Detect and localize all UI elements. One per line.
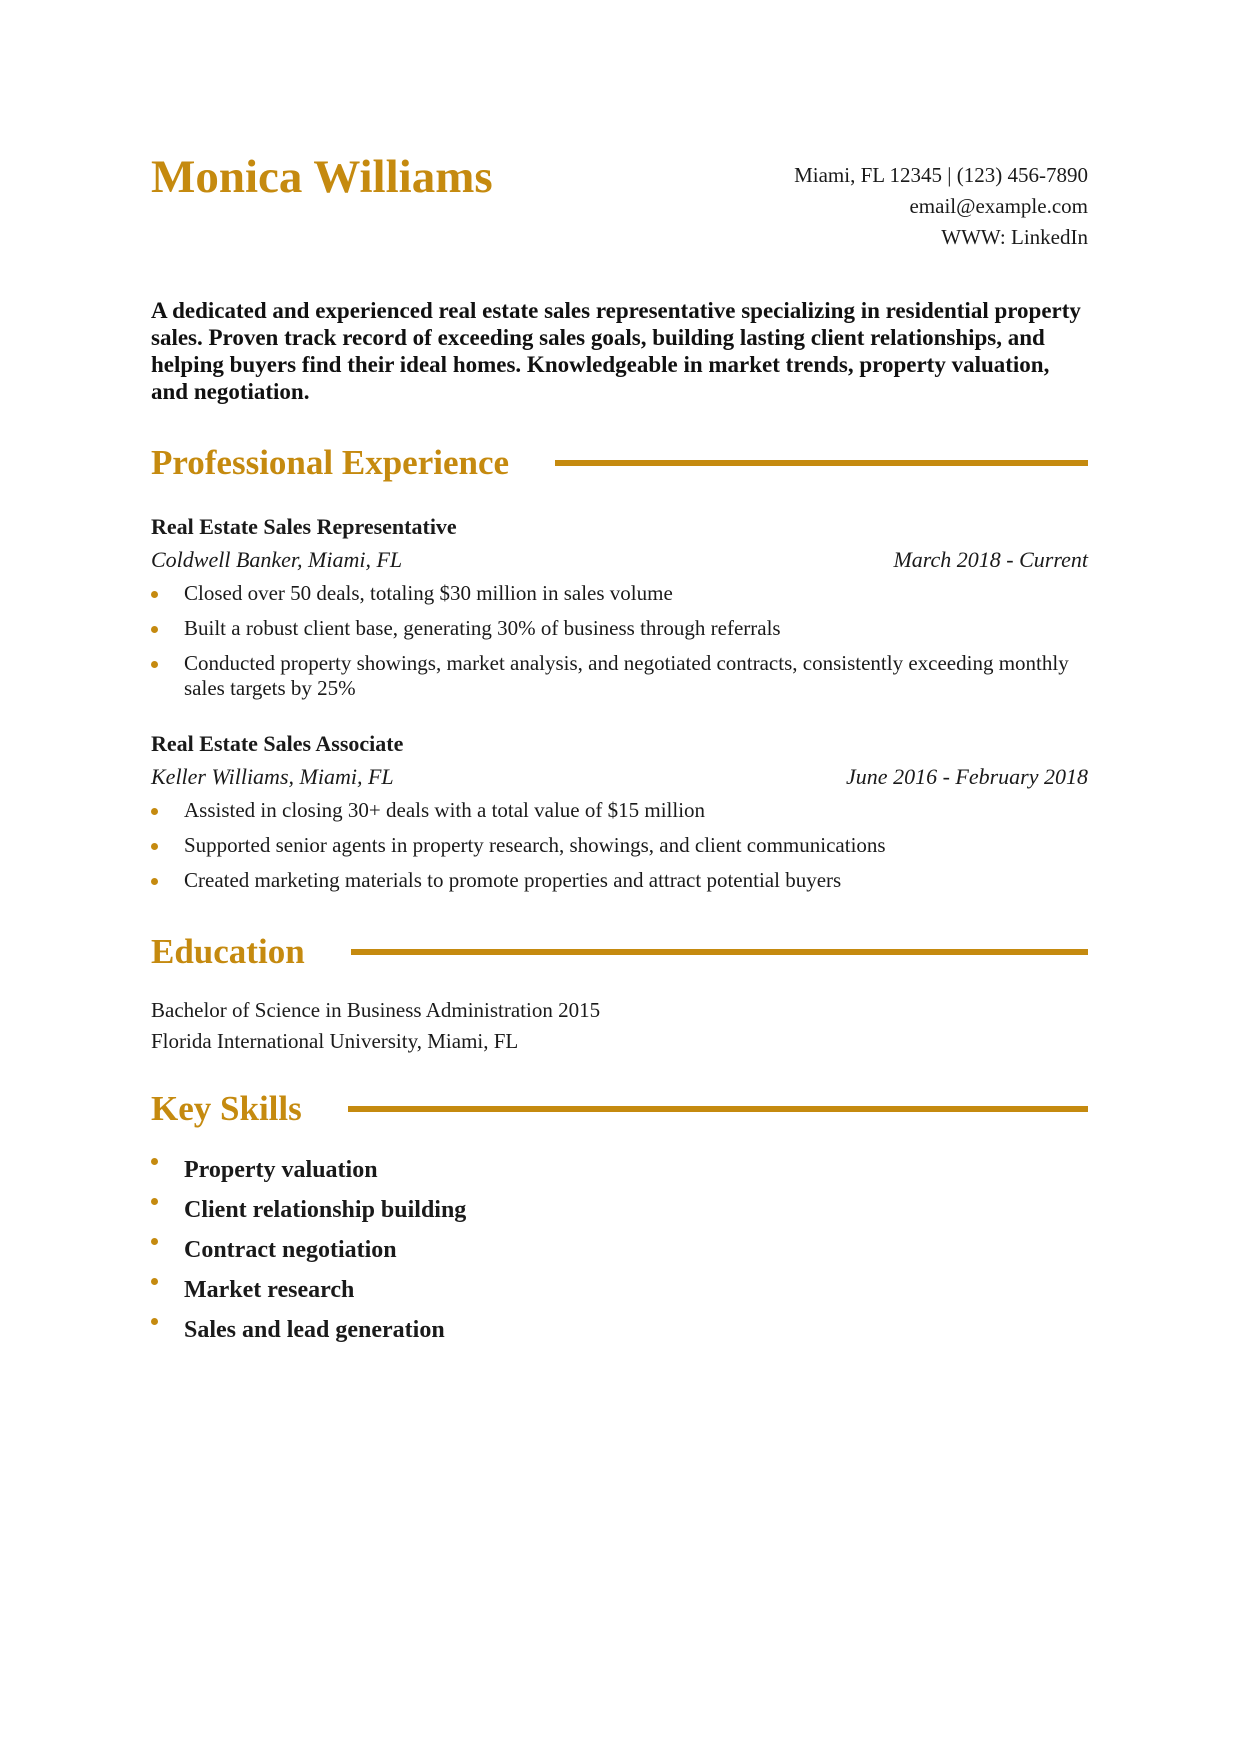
contact-block xyxy=(794,160,1088,253)
skill-item: Property valuation xyxy=(151,1155,466,1185)
skill-item: Market research xyxy=(151,1275,466,1305)
job-bullet: Created marketing materials to promote properties and attract potential buyers xyxy=(151,868,1084,893)
skill-item: Contract negotiation xyxy=(151,1235,466,1265)
professional-summary: A dedicated and experienced real estate sales representative specializing in residential property sales. Proven track record of exceeding sales goals, building lasting client relationships, and helping buyers find their ideal homes. Knowledgeable in market trends, property valuation, and negotiation. xyxy=(151,298,1081,404)
experience-section-header xyxy=(151,443,1088,483)
job-bullet: Conducted property showings, market analysis, and negotiated contracts, consistently exceeding monthly sales targets by 25% xyxy=(151,651,1084,701)
contact-website: WWW: LinkedIn xyxy=(941,225,1088,249)
section-divider xyxy=(555,460,1088,466)
education-degree: Bachelor of Science in Business Administration 2015 xyxy=(151,998,601,1022)
candidate-name: Monica Williams xyxy=(151,151,493,203)
education-school: Florida International University, Miami, FL xyxy=(151,1029,519,1053)
job-entry xyxy=(151,729,1088,903)
section-divider xyxy=(348,1106,1088,1112)
contact-address-phone: Miami, FL 12345 | (123) 456-7890 xyxy=(794,163,1088,187)
job-bullet: Assisted in closing 30+ deals with a total value of $15 million xyxy=(151,798,1084,823)
skills-list xyxy=(151,1155,466,1355)
job-bullet: Built a robust client base, generating 30% of business through referrals xyxy=(151,616,1084,641)
job-bullet: Supported senior agents in property research, showings, and client communications xyxy=(151,833,1084,858)
education-section-header xyxy=(151,932,1088,972)
job-meta xyxy=(151,762,1088,792)
experience-section-title: Professional Experience xyxy=(151,443,510,482)
job-dates: March 2018 - Current xyxy=(893,547,1088,572)
section-divider xyxy=(351,949,1088,955)
job-title: Real Estate Sales Representative xyxy=(151,514,457,539)
education-section-title: Education xyxy=(151,932,305,971)
job-bullets xyxy=(151,798,1088,893)
skills-section-title: Key Skills xyxy=(151,1089,302,1128)
job-title: Real Estate Sales Associate xyxy=(151,731,404,756)
job-bullets xyxy=(151,581,1088,701)
skill-item: Client relationship building xyxy=(151,1195,466,1225)
job-company: Coldwell Banker, Miami, FL xyxy=(151,547,403,572)
job-entry xyxy=(151,512,1088,711)
job-company: Keller Williams, Miami, FL xyxy=(151,764,394,789)
skills-section-header xyxy=(151,1089,1088,1129)
job-meta xyxy=(151,545,1088,575)
education-entry xyxy=(151,995,600,1057)
job-bullet: Closed over 50 deals, totaling $30 million in sales volume xyxy=(151,581,1084,606)
skill-item: Sales and lead generation xyxy=(151,1315,466,1345)
contact-email: email@example.com xyxy=(909,194,1088,218)
job-dates: June 2016 - February 2018 xyxy=(846,764,1088,789)
